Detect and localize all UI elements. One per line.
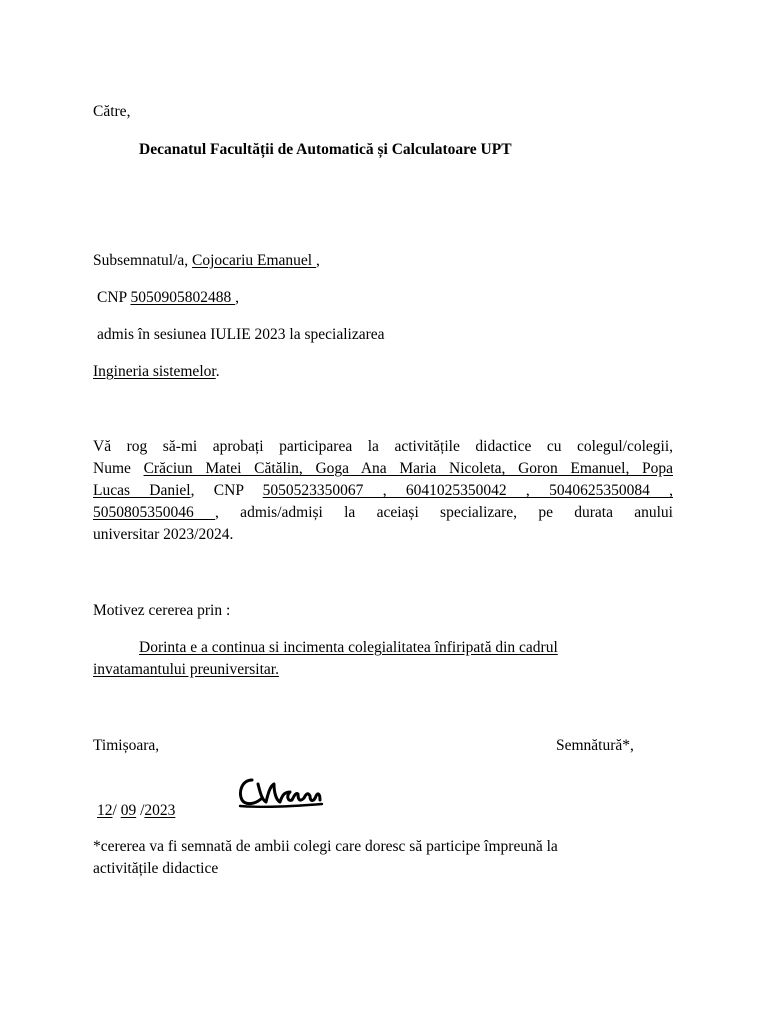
date-day: 12: [97, 802, 113, 819]
date-year: 2023: [144, 802, 176, 819]
applicant-line: [93, 250, 673, 272]
footnote-line-2: activitățile didactice: [93, 860, 219, 877]
request-line-1: Vă rog să-mi aprobați participarea la activitățile didactice cu colegul/colegii,: [93, 438, 673, 455]
request-paragraph: [93, 436, 673, 546]
request-line-2: [93, 458, 673, 480]
request-line-5: universitar 2023/2024.: [93, 526, 234, 543]
city-label: Timișoara,: [93, 737, 160, 754]
cnp-value: 5050905802488: [130, 289, 236, 306]
names-prefix: Nume: [93, 460, 131, 477]
applicant-name-suffix: ,: [316, 252, 320, 269]
cnp-line: [97, 287, 677, 309]
date-month: 09: [120, 802, 137, 819]
signature-label: Semnătură*,: [556, 737, 634, 754]
colleague-cnp-last: 5050805350046: [93, 504, 216, 521]
request-line-4-rest: , admis/admiși la aceiași specializare, pe durata anului: [215, 504, 673, 521]
colleague-cnps: 5050523350067 , 6041025350042 , 5040625350084 ,: [262, 482, 674, 499]
date-line: [97, 800, 677, 822]
recipient-heading: Decanatul Facultății de Automatică și Calculatoare UPT: [139, 141, 512, 158]
specialization-line: [93, 361, 673, 383]
cnp-label: CNP: [97, 289, 127, 306]
motivation-label: Motivez cererea prin :: [93, 602, 231, 619]
motivation-line-2: invatamantului preuniversitar.: [93, 661, 279, 678]
specialization-value: Ingineria sistemelor: [93, 363, 216, 380]
request-line-3: [93, 480, 673, 502]
names-sep: ,: [190, 482, 195, 499]
specialization-suffix: .: [215, 363, 220, 380]
colleague-names-cont: Lucas Daniel: [93, 482, 191, 499]
colleague-names: Crăciun Matei Cătălin, Goga Ana Maria Nicoleta, Goron Emanuel, Popa: [143, 460, 674, 477]
admission-line: admis în sesiunea IULIE 2023 la specializarea: [97, 326, 385, 343]
applicant-name: Cojocariu Emanuel: [192, 252, 316, 269]
request-line-4: [93, 502, 673, 524]
date-sep-2: /: [140, 802, 145, 819]
cnp-suffix: ,: [235, 289, 239, 306]
motivation-line-1: Dorinta e a continua si incimenta colegialitatea înfiripată din cadrul: [139, 639, 558, 656]
to-label: Către,: [93, 103, 131, 120]
applicant-prefix: Subsemnatul/a,: [93, 252, 189, 269]
date-sep-1: /: [112, 802, 117, 819]
footnote-line-1: *cererea va fi semnată de ambii colegi care doresc să participe împreună la: [93, 838, 558, 855]
colleague-cnp-label: CNP: [213, 482, 244, 499]
